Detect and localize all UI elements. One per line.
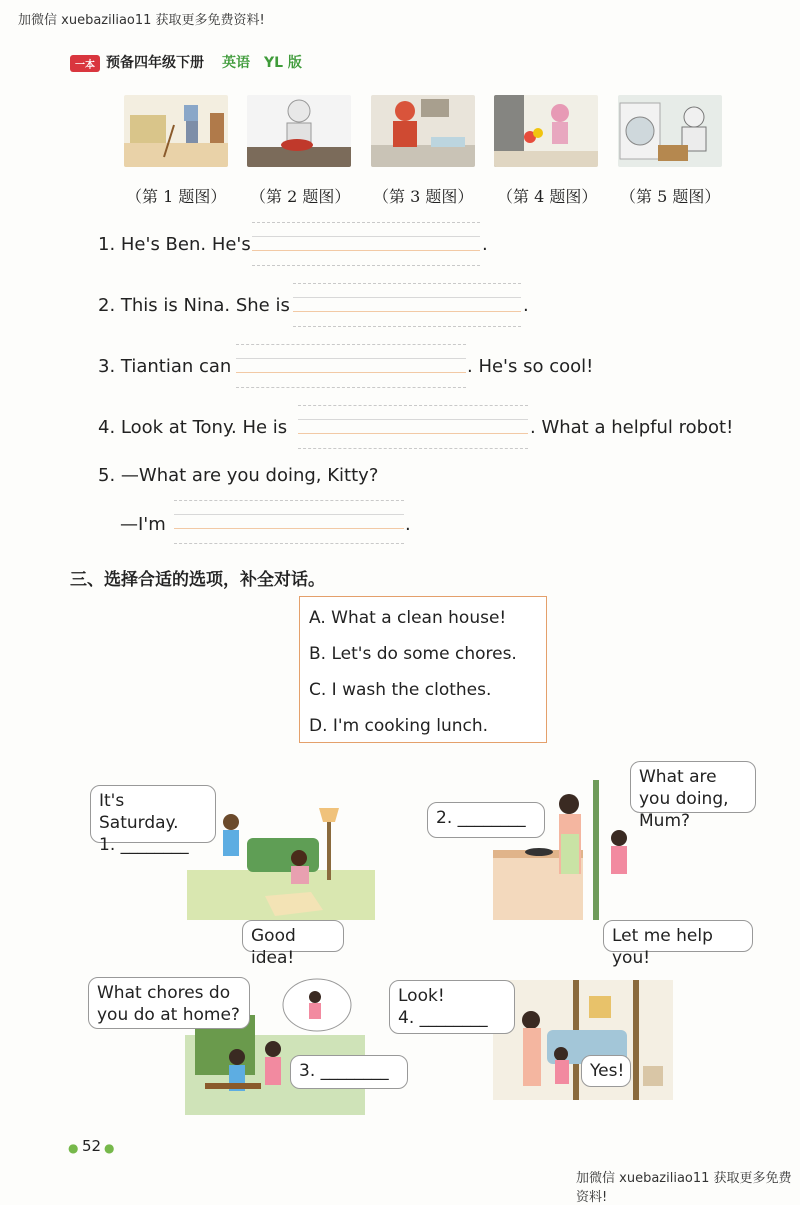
option-b: B. Let's do some chores. [309, 644, 517, 664]
bubble-1-line-1: It's Saturday. [99, 791, 179, 833]
question-5-answer-prefix: —I'm [120, 514, 166, 535]
blank-1[interactable]: 1. ________ [99, 835, 189, 855]
question-4-suffix: . What a helpful robot! [530, 417, 734, 438]
answer-line-3[interactable] [236, 344, 466, 388]
question-5-prefix: 5. —What are you doing, Kitty? [98, 465, 379, 486]
speech-bubble-3: What chores do you do at home? [88, 977, 250, 1029]
option-c: C. I wash the clothes. [309, 680, 492, 700]
speech-bubble-what-are-you-doing: What are you doing, Mum? [630, 761, 756, 813]
robot-watering-flowers-icon [494, 95, 598, 167]
blank-3[interactable]: 3. ________ [290, 1055, 408, 1089]
blank-4[interactable]: 4. ________ [398, 1008, 488, 1028]
speech-bubble-2[interactable]: 2. ________ [427, 802, 545, 838]
subject-label: 英语 [222, 55, 250, 71]
answer-line-1[interactable] [252, 222, 480, 266]
question-3-suffix: . He's so cool! [467, 356, 594, 377]
caption-1: （第 1 题图） [126, 187, 227, 206]
question-3-prefix: 3. Tiantian can [98, 356, 232, 377]
edition-label: YL 版 [264, 55, 302, 71]
robot-laundry-icon [618, 95, 722, 167]
page-dot-right: ● [104, 1141, 115, 1155]
option-a: A. What a clean house! [309, 608, 507, 628]
question-5-suffix: . [405, 514, 411, 535]
question-1-suffix: . [482, 234, 488, 255]
section-3-title: 三、选择合适的选项，补全对话。 [70, 570, 325, 590]
book-title: 预备四年级下册 [106, 55, 204, 71]
watermark-top: 加微信 xuebaziliao11 获取更多免费资料! [18, 13, 265, 28]
caption-3: （第 3 题图） [373, 187, 474, 206]
caption-2: （第 2 题图） [250, 187, 351, 206]
speech-bubble-4 [389, 980, 515, 1034]
speech-bubble-1 [90, 785, 216, 855]
page-number: 52 [82, 1137, 102, 1155]
caption-5: （第 5 题图） [620, 187, 721, 206]
bubble-4-line-1: Look! [398, 986, 445, 1006]
question-1-prefix: 1. He's Ben. He's [98, 234, 251, 255]
question-4-prefix: 4. Look at Tony. He is [98, 417, 288, 438]
speech-bubble-good-idea: Good idea! [242, 920, 344, 952]
options-box [299, 596, 547, 743]
caption-4: （第 4 题图） [497, 187, 598, 206]
question-2-prefix: 2. This is Nina. She is [98, 295, 290, 316]
answer-line-2[interactable] [293, 283, 521, 327]
robot-cooking-icon [247, 95, 351, 167]
book-tag: 一本 [70, 55, 100, 72]
answer-line-5[interactable] [174, 500, 404, 544]
robot-washing-dishes-icon [371, 95, 475, 167]
speech-bubble-yes: Yes! [581, 1055, 631, 1087]
option-d: D. I'm cooking lunch. [309, 716, 489, 736]
answer-line-4[interactable] [298, 405, 528, 449]
question-2-suffix: . [523, 295, 529, 316]
watermark-bottom: 加微信 xuebaziliao11 获取更多免费资料! [576, 1171, 792, 1205]
robot-sweeping-icon [124, 95, 228, 167]
speech-bubble-let-me-help: Let me help you! [603, 920, 753, 952]
page-dot-left: ● [68, 1141, 79, 1155]
